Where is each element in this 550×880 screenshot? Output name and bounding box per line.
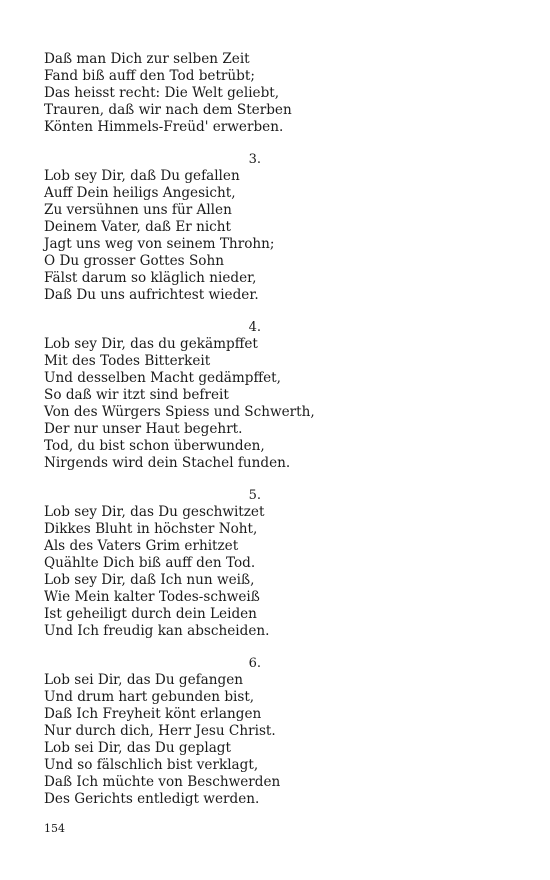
- verse-line: Tod, du bist schon überwunden,: [44, 438, 265, 454]
- verse-line: Könten Himmels-Freüd' erwerben.: [44, 119, 284, 135]
- verse-line: Und Ich freudig kan abscheiden.: [44, 623, 270, 639]
- verse-line: Lob sei Dir, das Du geplagt: [44, 740, 231, 756]
- verse-line: Daß man Dich zur selben Zeit: [44, 51, 250, 67]
- verse-line: Als des Vaters Grim erhitzet: [44, 538, 239, 554]
- verse-line: Lob sey Dir, daß Du gefallen: [44, 168, 240, 184]
- stanza: [44, 655, 514, 808]
- verse-line: Wie Mein kalter Todes-schweiß: [44, 589, 260, 605]
- verse-line: Fand biß auff den Tod betrübt;: [44, 68, 255, 84]
- verse-line: Quählte Dich biß auff den Tod.: [44, 555, 256, 571]
- verse-line: Lob sey Dir, das du gekämpffet: [44, 336, 258, 352]
- verse-line: O Du grosser Gottes Sohn: [44, 253, 224, 269]
- stanza: [44, 51, 514, 136]
- verse-line: Des Gerichts entledigt werden.: [44, 791, 260, 807]
- stanza: [44, 151, 514, 304]
- verse-line: Daß Ich müchte von Beschwerden: [44, 774, 281, 790]
- verse-line: Nur durch dich, Herr Jesu Christ.: [44, 723, 276, 739]
- verse-line: Nirgends wird dein Stachel funden.: [44, 455, 291, 471]
- verse-line: Fälst darum so kläglich nieder,: [44, 270, 257, 286]
- stanza-number: 5.: [248, 488, 261, 503]
- verse-line: Und drum hart gebunden bist,: [44, 689, 255, 705]
- verse-line: Das heisst recht: Die Welt geliebt,: [44, 85, 280, 101]
- verse-line: Von des Würgers Spiess und Schwerth,: [44, 404, 315, 420]
- verse-line: Lob sey Dir, daß Ich nun weiß,: [44, 572, 255, 588]
- verse-line: Deinem Vater, daß Er nicht: [44, 219, 232, 235]
- verse-line: Und so fälschlich bist verklagt,: [44, 757, 259, 773]
- stanza: [44, 319, 514, 472]
- stanza-number: 3.: [248, 152, 261, 167]
- verse-line: Lob sei Dir, das Du gefangen: [44, 672, 244, 688]
- verse-line: Trauren, daß wir nach dem Sterben: [44, 102, 292, 118]
- verse-line: Der nur unser Haut begehrt.: [44, 421, 243, 437]
- verse-line: Daß Du uns aufrichtest wieder.: [44, 287, 259, 303]
- verse-line: So daß wir itzt sind befreit: [44, 387, 229, 403]
- verse-line: Daß Ich Freyheit könt erlangen: [44, 706, 262, 722]
- verse-line: Mit des Todes Bitterkeit: [44, 353, 211, 369]
- verse-line: Und desselben Macht gedämpffet,: [44, 370, 281, 386]
- verse-line: Dikkes Bluht in höchster Noht,: [44, 521, 258, 537]
- verse-line: Zu versühnen uns für Allen: [44, 202, 232, 218]
- verse-line: Jagt uns weg von seinem Throhn;: [44, 236, 275, 252]
- stanza-number: 4.: [248, 320, 261, 335]
- verse-line: Lob sey Dir, das Du geschwitzet: [44, 504, 265, 520]
- verse-line: Ist geheiligt durch dein Leiden: [44, 606, 257, 622]
- verse-line: Auff Dein heiligs Angesicht,: [44, 185, 236, 201]
- page-number: 154: [44, 822, 65, 835]
- stanza: [44, 487, 514, 640]
- stanza-number: 6.: [248, 656, 261, 671]
